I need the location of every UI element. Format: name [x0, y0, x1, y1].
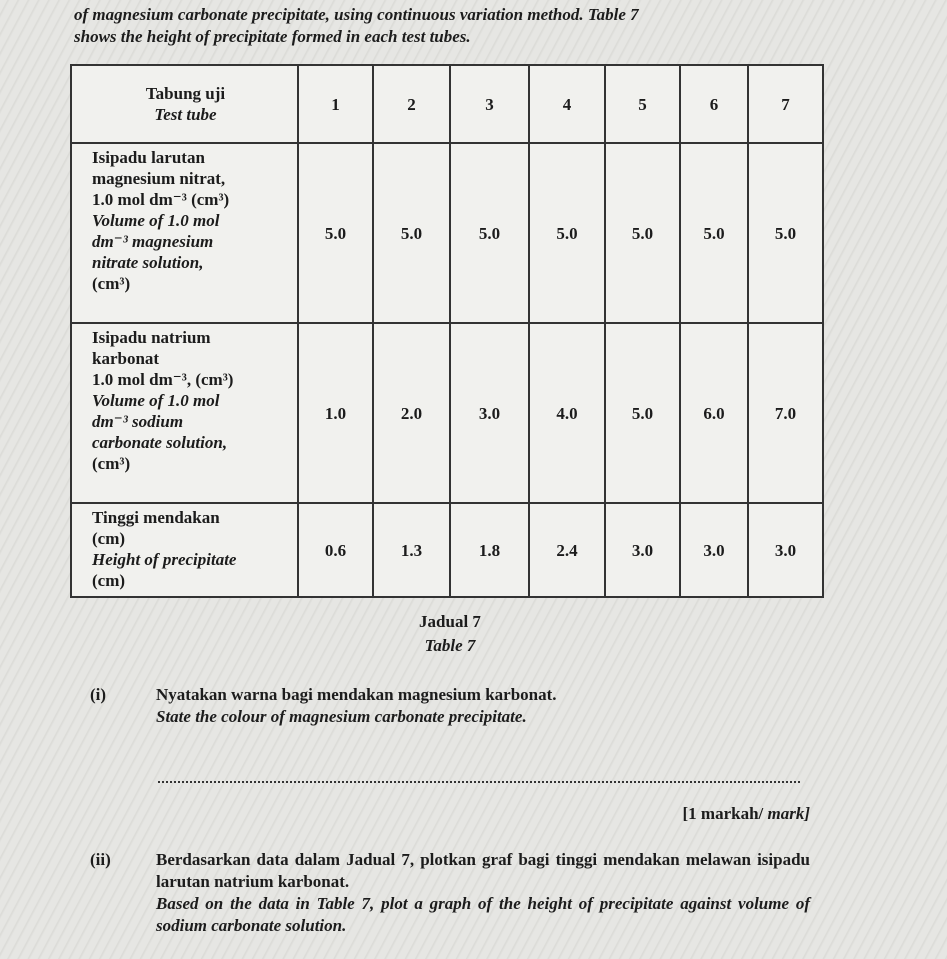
intro-line-2: shows the height of precipitate formed in each test tubes. [74, 27, 471, 46]
label-en-line: nitrate solution, [92, 253, 204, 272]
value-cell: 5.0 [529, 143, 605, 323]
question-text-en: State the colour of magnesium carbonate precipitate. [156, 707, 527, 726]
value-cell: 3.0 [605, 503, 680, 597]
label-ms-line: magnesium nitrat, [92, 169, 226, 188]
tube-number: 7 [748, 65, 823, 143]
value-cell: 5.0 [298, 143, 373, 323]
label-ms-line: Tinggi mendakan [92, 508, 220, 527]
tube-number: 6 [680, 65, 748, 143]
value-cell: 5.0 [373, 143, 450, 323]
label-ms-line: 1.0 mol dm⁻³, (cm³) [92, 370, 234, 389]
table-caption-ms: Jadual 7 [419, 612, 481, 631]
table-row-sodium-carbonate [71, 323, 823, 503]
value-cell: 6.0 [680, 323, 748, 503]
label-unit: (cm) [92, 571, 126, 590]
question-2 [90, 849, 810, 937]
question-text-en: Based on the data in Table 7, plot a graph of the height of precipitate against volume of sodium carbonate solution. [156, 894, 810, 935]
value-cell: 3.0 [450, 323, 529, 503]
value-cell: 5.0 [748, 143, 823, 323]
label-ms-line: karbonat [92, 349, 160, 368]
label-ms-line: 1.0 mol dm⁻³ (cm³) [92, 190, 230, 209]
tube-number: 1 [298, 65, 373, 143]
label-en-line: dm⁻³ sodium [92, 412, 184, 431]
value-cell: 3.0 [680, 503, 748, 597]
marks-ms: [1 markah/ [682, 804, 764, 823]
marks-label [620, 804, 810, 824]
label-en-line: dm⁻³ magnesium [92, 232, 214, 251]
label-en-line: Height of precipitate [92, 550, 237, 569]
answer-line[interactable] [158, 781, 800, 783]
value-cell: 5.0 [680, 143, 748, 323]
tube-number: 2 [373, 65, 450, 143]
label-ms-line: Isipadu larutan [92, 148, 205, 167]
value-cell: 5.0 [605, 143, 680, 323]
value-cell: 3.0 [748, 503, 823, 597]
test-tube-header-cell [71, 65, 298, 143]
question-1 [90, 684, 810, 728]
table-caption-en: Table 7 [424, 636, 476, 655]
question-number: (i) [90, 685, 107, 704]
value-cell: 5.0 [605, 323, 680, 503]
value-cell: 1.0 [298, 323, 373, 503]
row-label [71, 143, 298, 323]
label-ms-line: Isipadu natrium [92, 328, 211, 347]
label-unit: (cm³) [92, 454, 131, 473]
table-row-precipitate-height [71, 503, 823, 597]
intro-text [74, 4, 934, 48]
tube-number: 5 [605, 65, 680, 143]
label-en-line: Volume of 1.0 mol [92, 391, 220, 410]
row-label [71, 323, 298, 503]
tube-number: 4 [529, 65, 605, 143]
tube-number: 3 [450, 65, 529, 143]
value-cell: 5.0 [450, 143, 529, 323]
question-text-ms: Berdasarkan data dalam Jadual 7, plotkan graf bagi tinggi mendakan melawan isipadu larutan natrium karbonat. [156, 850, 810, 891]
value-cell: 2.4 [529, 503, 605, 597]
marks-en: mark] [767, 804, 810, 823]
value-cell: 2.0 [373, 323, 450, 503]
header-label-en: Test tube [154, 105, 217, 124]
value-cell: 1.8 [450, 503, 529, 597]
label-unit: (cm³) [92, 274, 131, 293]
value-cell: 4.0 [529, 323, 605, 503]
header-label-ms: Tabung uji [145, 84, 226, 103]
table-header-row [71, 65, 823, 143]
intro-line-1: of magnesium carbonate precipitate, using continuous variation method. Table 7 [74, 5, 639, 24]
row-label [71, 503, 298, 597]
test-tube-table [70, 64, 824, 598]
table-row-magnesium-nitrate [71, 143, 823, 323]
question-number: (ii) [90, 850, 111, 869]
question-text-ms: Nyatakan warna bagi mendakan magnesium karbonat. [156, 685, 557, 704]
value-cell: 7.0 [748, 323, 823, 503]
label-ms-line: (cm) [92, 529, 126, 548]
value-cell: 1.3 [373, 503, 450, 597]
label-en-line: carbonate solution, [92, 433, 228, 452]
label-en-line: Volume of 1.0 mol [92, 211, 220, 230]
value-cell: 0.6 [298, 503, 373, 597]
